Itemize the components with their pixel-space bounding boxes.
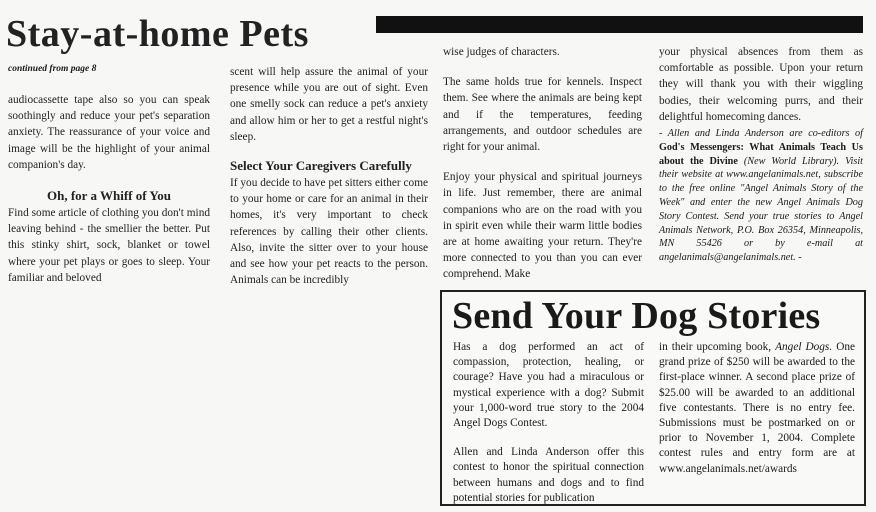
box-left-paragraph-2: Allen and Linda Anderson offer this contest to honor the spiritual connection between humans and dogs and to find potential stories for publication [453, 446, 644, 504]
column-2-paragraph-1: scent will help assure the animal of your presence while you are out of sight. Even one smelly sock can reduce a pet's anxiety and allow him or her to get a restful night's sleep. [230, 66, 428, 143]
column-3-paragraph-2: The same holds true for kennels. Inspect them. See where the animals are being kept and if the temperatures, feeding arrangements, and outdoor schedules are right for your animal. [443, 76, 642, 154]
article-column-1 [8, 92, 210, 286]
subheading-caregivers: Select Your Caregivers Carefully [230, 158, 412, 174]
dog-stories-title: Send Your Dog Stories [452, 295, 821, 337]
box-right-details: One grand prize of $250 will be awarded to the first-place winner. A second place prize of $25.00 will be awarded to an additional five contestants. There is no entry fee. Submissions must be postmarked on or prior to November 1, 2004. Complete contest rules and entry form are at www.angelanimals.net/awards [659, 341, 856, 475]
box-right-paragraph [659, 340, 855, 477]
header-rule-bar [376, 16, 863, 33]
column-4-paragraph-1: your physical absences from them as comfortable as possible. Upon your return they will thank you with their wiggling bodies, their welcoming purrs, and their delightful homecoming dances. [659, 46, 863, 123]
article-column-3 [443, 44, 642, 283]
column-1-paragraph-2: Find some article of clothing you don't mind leaving behind - the smellier the better. Put this stinky shirt, sock, blanket or towel where your pet plays or goes to sleep. Your familiar and beloved [8, 207, 210, 284]
box-right-intro: in their upcoming book, [659, 341, 772, 353]
continued-note: continued from page 8 [8, 64, 97, 74]
book-title-angel-dogs: Angel Dogs. [775, 341, 833, 353]
box-left-paragraph-1: Has a dog performed an act of compassion, protection, healing, or courage? Have you had a miraculous or mystical experience with a dog? Submit your 1,000-word true story to the 2004 Angel Dogs Contest. [453, 341, 644, 430]
article-column-2 [230, 64, 428, 288]
author-credit-book-title: God's Messengers: What Animals Teach Us about the Divine [659, 141, 863, 167]
box-column-left [453, 340, 644, 506]
column-3-paragraph-1: wise judges of characters. [443, 46, 560, 58]
column-2-paragraph-2: If you decide to have pet sitters either come to your home or care for an animal in their homes, it's very important to check references by calling their other clients. Also, invite the sitter over to your house and see how your pet reacts to the person. Animals can be incredibly [230, 177, 428, 287]
author-credit-intro: - Allen and Linda Anderson are co-editors of [659, 128, 863, 140]
column-1-paragraph-1: audiocassette tape also so you can speak soothingly and reduce your pet's separation anxiety. The reassurance of your voice and image will be the highlight of your animal companion's day. [8, 94, 210, 171]
subheading-whiff: Oh, for a Whiff of You [47, 188, 171, 204]
author-credit-details: (New World Library). Visit their website at www.angelanimals.net, subscribe to the free online "Angel Animals Story of the Week" and enter the new Angel Animals Dog Story Contest. Send your true stories to Angel Animals Network, P.O. Box 26354, Minneapolis, MN 55426 or by e-mail at angelanimals@angelanimals.net. - [659, 155, 863, 264]
column-3-paragraph-3: Enjoy your physical and spiritual journeys in life. Just remember, there are animal companions who are on the road with you in spirit even while their warm little bodies are at home awaiting your return. They're more connected to you than you can ever comprehend. Make [443, 171, 642, 281]
article-column-4 [659, 44, 863, 265]
article-title: Stay-at-home Pets [6, 13, 309, 55]
author-credit [659, 127, 863, 265]
box-column-right [659, 340, 855, 477]
